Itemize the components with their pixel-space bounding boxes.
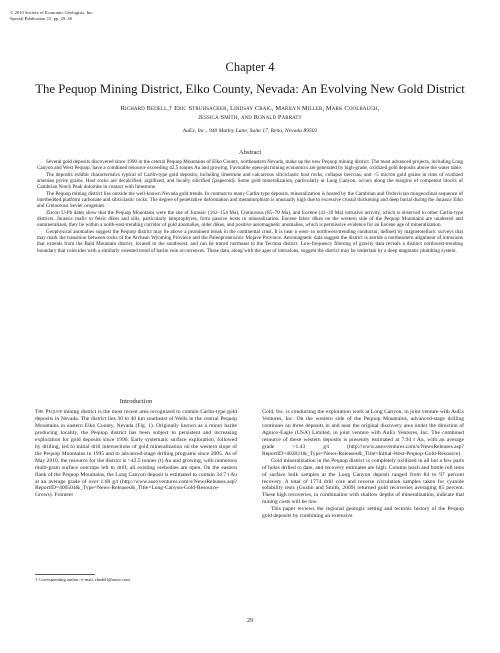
footnote-divider <box>35 574 95 575</box>
intro-paragraph <box>35 409 237 499</box>
affiliation: AuEx, Inc., 940 Matley Lane, Suite 17, Reno, Nevada 89502 <box>182 128 318 134</box>
abstract-heading: Abstract <box>238 149 262 156</box>
chapter-label: Chapter 4 <box>225 60 275 74</box>
author-list <box>40 105 460 122</box>
abstract-body <box>37 159 463 254</box>
introduction-heading: Introduction <box>119 398 153 405</box>
intro-text: mining district is the most recent area recognized to contain Carlin-type gold deposits in Nevada. The district lies 30 to 40 km southeast of Wells in the central Pequop Mountains in eastern Elko County, Nevada (Fig. 1). Originally known as a minor barite producing locality, the Pequop district has been subject to persistent and increasing exploration for gold deposits since 1990. Early systematic surface exploration, followed by drilling, led to initial drill intersections of gold mineralization on the western slope of the Pequop Mountains in 1995 and to advanced-stage drilling programs since 2005. As of May 2010, the resource for the district is >42.5 tonnes (t) Au and growing, with numerous multi-gram surface outcrops left to drill; all existing orebodies are open. On the eastern flank of the Pequop Mountains, the Long Canyon deposit is estimated to contain 34.7 t Au at an average grade of over 1.68 g/t (http://www.auexventures.com/s/NewsReleases.asp?ReportID=400504&_Type=News-Releases&_Title=Long-Canyon-Gold-Resource-Grows). Fronteer <box>35 409 238 499</box>
abstract-paragraph: The deposits exhibit characteristics typical of Carlin-type gold deposits, including limestone and calcareous siliciclastic host rocks, collapse breccias, and <5 micron gold grains in rims of oxidized arsenian pyrite grains. Host rocks are decalcified, argillized, and locally silicified (jasperoid). Some gold mineralization, particularly at Long Canyon, occurs along the margins of competent blocks of Cambrian Notch Peak dolomite in contact with limestone. <box>37 171 463 191</box>
left-column <box>35 409 237 499</box>
page-number: 29 <box>247 618 253 624</box>
intro-lead-words: The Pequop <box>35 409 62 415</box>
copyright-line: © 2010 Society of Economic Geologists, Inc. <box>10 10 94 15</box>
body-paragraph: This paper reviews the regional geologic setting and tectonic history of the Pequop gold deposits by combining an extensive <box>262 506 464 520</box>
copyright-block <box>10 10 94 22</box>
publication-line: Special Publication 15, pp. 29–36 <box>10 16 73 22</box>
body-paragraph: Gold mineralization in the Pequop district is completely oxidized in all but a few parts of holes drilled to date, and recovery estimates are high. Column leach and bottle roll tests of surface bulk samples at the Long Canyon deposit ranged from 84 to 97 percent recovery. A total of 1774 drill core and reverse circulation samples taken for cyanide solubility tests (Gustin and Smith, 2009) returned gold recoveries averaging 85 percent. These high recoveries, in combination with shallow depths of mineralization, indicate that mining costs will be low. <box>262 457 464 506</box>
footnote: † Corresponding author: e-mail, rbedell@auex.com <box>35 577 130 582</box>
right-column <box>262 409 464 520</box>
author-line-1: Richard Bedell,† Eric Struhsacker, Lindsay Craig, Marilyn Miller, Mark Coolbaugh, <box>120 105 380 112</box>
abstract-paragraph: Geophysical anomalies suggest the Pequop district may lie above a prominent break in the continental crust. It is near a west- to northwest-trending conductor, defined by magnetotelluric surveys that may mark the transition between rocks of the Archean Wyoming Province and the Paleoproterozoic Mojave Province. Aeromagnetic data suggest the district is astride a northeastern alignment of intrusions that extends from the Bald Mountain district, located to the southwest, and can be traced northeast to the Tecoma district. Low-frequency filtering of gravity data reveals a distinct northwest-trending boundary that coincides with a similarly oriented trend of barite vein occurrences. These data, along with the ages of intrusions, suggest the district may be underlain by a deep magmatic plumbing system. <box>37 228 463 254</box>
body-paragraph: Gold, Inc. is conducting the exploration work at Long Canyon, in joint venture with AuEx Ventures, Inc. On the western side of the Pequop Mountains, advanced-stage drilling continues on three deposits in and near the original discovery area under the direction of Agnico-Eagle (USA) Limited, in joint venture with AuEx Ventures, Inc. The combined resource of these western deposits is presently estimated at 7.94 t Au, with an average grade >1.43 g/t (http://www.auexventures.com/s/NewsReleases.asp?ReportID=402831&_Type=News-Releases&_Title=Initial-West-Pequop-Gold-Resource). <box>262 409 464 457</box>
abstract-paragraph: Zircon U-Pb dates show that the Pequop Mountains were the site of Jurassic (162–154 Ma), Cretaceous (85–70 Ma), and Eocene (41–39 Ma) intrusive activity, which is observed in other Carlin-type districts. Jurassic mafic to felsic dikes and sills, particularly lamprophyres, form passive hosts to mineralization. Eocene felsic dikes on the western side of the Pequop Mountains are unaltered and unmineralized, they lie within a north-east-trending corridor of gold anomalies, older dikes, and positive aeromagnetic anomalies, which is permissive evidence for an Eocene age of mineralization. <box>37 209 463 229</box>
abstract-paragraph: The Pequop mining district lies outside the well-known Nevada gold trends. In contrast to many Carlin-type deposits, mineralization is hosted by the Cambrian and Ordovician miogeoclinal sequence of interbedded platform carbonate and siliciclastic rocks. The degree of penetrative deformation and metamorphism is unusually high due to excessive crustal thickening and deep burial during the Jurassic Elko and Cretaceous Sevier orogenies. <box>37 190 463 210</box>
author-line-2: Jessica Smith, and Ronald Parratt <box>198 113 302 121</box>
paper-title: The Pequop Mining District, Elko County, Nevada: An Evolving New Gold District <box>35 82 465 96</box>
abstract-paragraph: Several gold deposits discovered since 1990 in the central Pequop Mountains of Elko County, northeastern Nevada, make up the new Pequop mining district. The most advanced projects, including Long Canyon and West Pequop, have a combined resource exceeding 42.5 tonnes Au and growing. Favorable open-pit mining economics are generated by high-grade, oxidized gold deposits above the water table. <box>37 159 463 172</box>
